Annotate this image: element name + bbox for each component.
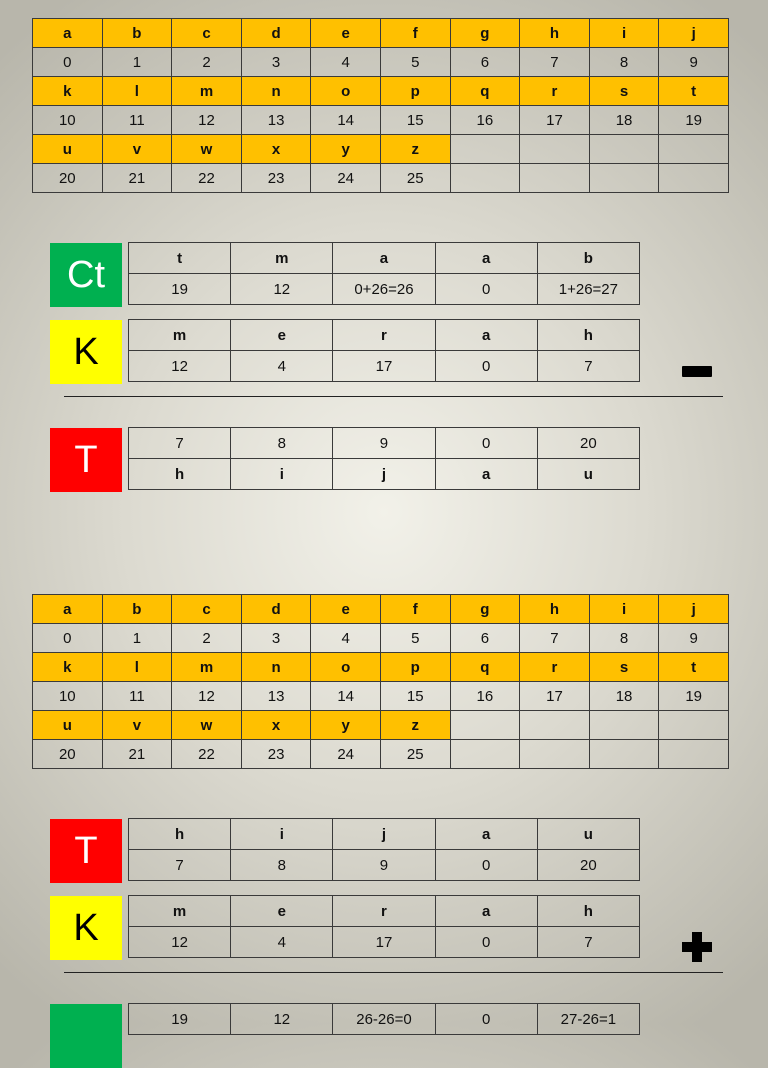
letter-cell: y	[311, 711, 381, 740]
letter-cell: q	[450, 653, 520, 682]
empty-cell	[659, 164, 729, 193]
number-cell: 25	[380, 164, 450, 193]
number-cell: 27-26=1	[537, 1004, 639, 1035]
number-cell: 20	[537, 850, 639, 881]
alphabet-number-row	[33, 740, 729, 769]
letter-row	[129, 459, 640, 490]
letter-row	[129, 320, 640, 351]
empty-cell	[659, 711, 729, 740]
number-cell: 7	[520, 48, 590, 77]
alphabet-letter-row	[33, 135, 729, 164]
number-cell: 5	[380, 624, 450, 653]
number-row	[129, 927, 640, 958]
letter-cell: s	[589, 77, 659, 106]
number-cell: 0	[435, 274, 537, 305]
letter-cell: v	[102, 135, 172, 164]
number-cell: 2	[172, 48, 242, 77]
number-cell: 12	[129, 351, 231, 382]
number-cell: 18	[589, 682, 659, 711]
number-cell: 2	[172, 624, 242, 653]
number-cell: 1	[102, 624, 172, 653]
number-row	[129, 274, 640, 305]
letter-cell: m	[172, 77, 242, 106]
letter-cell: e	[231, 896, 333, 927]
number-cell: 20	[33, 740, 103, 769]
number-cell: 7	[129, 428, 231, 459]
number-cell: 24	[311, 164, 381, 193]
number-cell: 17	[333, 351, 435, 382]
letter-cell: o	[311, 653, 381, 682]
letter-cell: h	[129, 459, 231, 490]
number-cell: 0	[33, 624, 103, 653]
number-cell: 23	[241, 164, 311, 193]
letter-cell: g	[450, 595, 520, 624]
number-cell: 9	[333, 428, 435, 459]
letter-cell: u	[33, 711, 103, 740]
number-cell: 1	[102, 48, 172, 77]
number-cell: 16	[450, 682, 520, 711]
plus-icon	[682, 932, 712, 962]
letter-cell: a	[33, 19, 103, 48]
number-cell: 5	[380, 48, 450, 77]
letter-cell: k	[33, 653, 103, 682]
number-cell: 19	[659, 106, 729, 135]
number-row	[129, 351, 640, 382]
empty-cell	[450, 135, 520, 164]
letter-cell: m	[172, 653, 242, 682]
letter-cell: h	[520, 19, 590, 48]
letter-cell: h	[537, 896, 639, 927]
letter-cell: n	[241, 653, 311, 682]
letter-cell: m	[129, 896, 231, 927]
letter-cell: x	[241, 711, 311, 740]
key-badge: K	[50, 320, 122, 384]
letter-cell: r	[333, 896, 435, 927]
empty-cell	[520, 711, 590, 740]
letter-cell: u	[33, 135, 103, 164]
empty-cell	[520, 740, 590, 769]
number-cell: 8	[589, 48, 659, 77]
empty-cell	[450, 711, 520, 740]
letter-cell: q	[450, 77, 520, 106]
number-cell: 9	[659, 624, 729, 653]
letter-cell: t	[659, 653, 729, 682]
letter-cell: r	[333, 320, 435, 351]
letter-cell: t	[129, 243, 231, 274]
letter-cell: y	[311, 135, 381, 164]
number-cell: 7	[537, 927, 639, 958]
number-cell: 17	[520, 106, 590, 135]
letter-cell: b	[102, 595, 172, 624]
letter-cell: s	[589, 653, 659, 682]
letter-cell: m	[129, 320, 231, 351]
empty-cell	[450, 164, 520, 193]
empty-cell	[589, 135, 659, 164]
letter-cell: z	[380, 711, 450, 740]
letter-cell: p	[380, 653, 450, 682]
plaintext-badge: T	[50, 428, 122, 492]
number-cell: 11	[102, 682, 172, 711]
number-cell: 7	[537, 351, 639, 382]
number-cell: 18	[589, 106, 659, 135]
empty-cell	[589, 164, 659, 193]
ciphertext-table	[128, 242, 640, 305]
plaintext-badge: T	[50, 819, 122, 883]
empty-cell	[589, 711, 659, 740]
number-cell: 15	[380, 106, 450, 135]
letter-cell: a	[435, 243, 537, 274]
empty-cell	[659, 740, 729, 769]
number-row	[129, 1004, 640, 1035]
number-cell: 24	[311, 740, 381, 769]
letter-cell: c	[172, 595, 242, 624]
empty-cell	[520, 164, 590, 193]
number-cell: 17	[520, 682, 590, 711]
number-cell: 1+26=27	[537, 274, 639, 305]
number-row	[129, 850, 640, 881]
alphabet-number-row	[33, 682, 729, 711]
number-cell: 10	[33, 106, 103, 135]
number-cell: 12	[172, 682, 242, 711]
alphabet-number-row	[33, 164, 729, 193]
letter-row	[129, 243, 640, 274]
alphabet-letter-row	[33, 595, 729, 624]
number-cell: 8	[231, 428, 333, 459]
minus-icon	[682, 366, 712, 377]
letter-cell: g	[450, 19, 520, 48]
number-cell: 7	[520, 624, 590, 653]
alphabet-letter-row	[33, 711, 729, 740]
number-cell: 14	[311, 106, 381, 135]
letter-cell: j	[333, 819, 435, 850]
empty-cell	[589, 740, 659, 769]
letter-cell: h	[537, 320, 639, 351]
number-cell: 3	[241, 48, 311, 77]
number-cell: 17	[333, 927, 435, 958]
number-cell: 19	[129, 274, 231, 305]
number-cell: 0	[435, 927, 537, 958]
number-cell: 19	[659, 682, 729, 711]
letter-cell: r	[520, 77, 590, 106]
number-cell: 12	[129, 927, 231, 958]
number-cell: 3	[241, 624, 311, 653]
number-cell: 0	[435, 850, 537, 881]
key-table	[128, 895, 640, 958]
number-cell: 20	[537, 428, 639, 459]
number-cell: 21	[102, 164, 172, 193]
letter-cell: w	[172, 711, 242, 740]
number-cell: 9	[659, 48, 729, 77]
letter-cell: j	[659, 19, 729, 48]
key-badge: K	[50, 896, 122, 960]
number-cell: 15	[380, 682, 450, 711]
letter-cell: b	[537, 243, 639, 274]
number-cell: 12	[231, 274, 333, 305]
letter-cell: a	[435, 459, 537, 490]
letter-row	[129, 819, 640, 850]
empty-cell	[450, 740, 520, 769]
alphabet-number-row	[33, 624, 729, 653]
plaintext-table	[128, 427, 640, 490]
alphabet-number-row	[33, 106, 729, 135]
number-row	[129, 428, 640, 459]
number-cell: 13	[241, 106, 311, 135]
alphabet-letter-row	[33, 653, 729, 682]
number-cell: 10	[33, 682, 103, 711]
empty-cell	[659, 135, 729, 164]
letter-cell: i	[231, 459, 333, 490]
number-cell: 12	[231, 1004, 333, 1035]
letter-cell: j	[333, 459, 435, 490]
letter-cell: j	[659, 595, 729, 624]
letter-cell: p	[380, 77, 450, 106]
alphabet-letter-row	[33, 77, 729, 106]
number-cell: 22	[172, 740, 242, 769]
number-cell: 0	[33, 48, 103, 77]
number-cell: 12	[172, 106, 242, 135]
letter-cell: e	[311, 19, 381, 48]
number-cell: 8	[231, 850, 333, 881]
divider	[64, 972, 723, 973]
letter-cell: a	[435, 819, 537, 850]
letter-cell: h	[129, 819, 231, 850]
letter-cell: t	[659, 77, 729, 106]
number-cell: 6	[450, 624, 520, 653]
letter-cell: a	[435, 896, 537, 927]
number-cell: 11	[102, 106, 172, 135]
letter-cell: c	[172, 19, 242, 48]
empty-cell	[520, 135, 590, 164]
letter-cell: z	[380, 135, 450, 164]
number-cell: 22	[172, 164, 242, 193]
number-cell: 14	[311, 682, 381, 711]
number-cell: 0	[435, 1004, 537, 1035]
letter-cell: a	[333, 243, 435, 274]
key-table	[128, 319, 640, 382]
letter-cell: k	[33, 77, 103, 106]
alphabet-letter-row	[33, 19, 729, 48]
alphabet-table	[32, 18, 729, 193]
number-cell: 26-26=0	[333, 1004, 435, 1035]
number-cell: 4	[311, 48, 381, 77]
letter-cell: o	[311, 77, 381, 106]
alphabet-number-row	[33, 48, 729, 77]
letter-cell: i	[589, 19, 659, 48]
alphabet-table	[32, 594, 729, 769]
ciphertext-badge: Ct	[50, 243, 122, 307]
divider	[64, 396, 723, 397]
number-cell: 0+26=26	[333, 274, 435, 305]
letter-cell: n	[241, 77, 311, 106]
letter-cell: u	[537, 459, 639, 490]
letter-cell: h	[520, 595, 590, 624]
number-cell: 21	[102, 740, 172, 769]
letter-row	[129, 896, 640, 927]
letter-cell: r	[520, 653, 590, 682]
ciphertext-table	[128, 1003, 640, 1035]
letter-cell: b	[102, 19, 172, 48]
letter-cell: f	[380, 595, 450, 624]
encrypt-section	[0, 576, 768, 1028]
number-cell: 25	[380, 740, 450, 769]
number-cell: 20	[33, 164, 103, 193]
letter-cell: a	[435, 320, 537, 351]
number-cell: 6	[450, 48, 520, 77]
number-cell: 9	[333, 850, 435, 881]
letter-cell: v	[102, 711, 172, 740]
number-cell: 23	[241, 740, 311, 769]
letter-cell: d	[241, 19, 311, 48]
letter-cell: x	[241, 135, 311, 164]
letter-cell: d	[241, 595, 311, 624]
plaintext-table	[128, 818, 640, 881]
number-cell: 19	[129, 1004, 231, 1035]
letter-cell: e	[311, 595, 381, 624]
number-cell: 4	[231, 927, 333, 958]
number-cell: 13	[241, 682, 311, 711]
letter-cell: i	[589, 595, 659, 624]
letter-cell: l	[102, 653, 172, 682]
letter-cell: a	[33, 595, 103, 624]
number-cell: 4	[311, 624, 381, 653]
letter-cell: w	[172, 135, 242, 164]
number-cell: 0	[435, 351, 537, 382]
letter-cell: m	[231, 243, 333, 274]
letter-cell: i	[231, 819, 333, 850]
letter-cell: e	[231, 320, 333, 351]
letter-cell: l	[102, 77, 172, 106]
number-cell: 0	[435, 428, 537, 459]
number-cell: 8	[589, 624, 659, 653]
letter-cell: f	[380, 19, 450, 48]
ciphertext-badge	[50, 1004, 122, 1068]
number-cell: 7	[129, 850, 231, 881]
letter-cell: u	[537, 819, 639, 850]
number-cell: 4	[231, 351, 333, 382]
number-cell: 16	[450, 106, 520, 135]
